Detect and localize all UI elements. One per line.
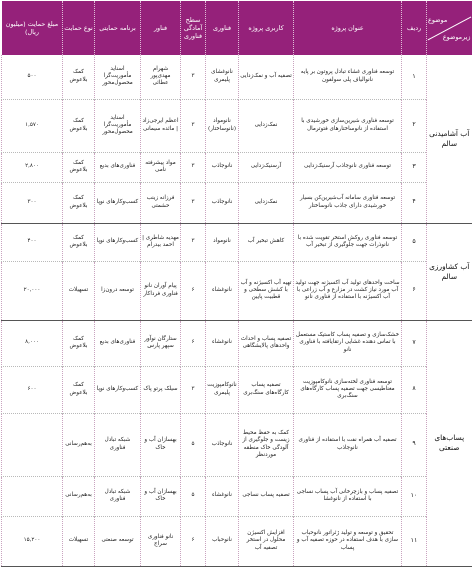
table-row (2, 55, 472, 99)
project-amount: ۲۰,۰۰۰ (2, 261, 63, 320)
header-technology: فناوری (206, 1, 239, 55)
project-technology: نانوجاذب (206, 182, 239, 223)
row-number: ۹ (402, 413, 427, 476)
header-application: کاربری پروژه (239, 1, 294, 55)
project-program: اسناید مأموریت‌گرا محصول‌محور (95, 99, 141, 152)
project-trl: ۶ (181, 320, 206, 366)
project-program: کسب‌وکارهای نوپا (95, 182, 141, 223)
project-amount: ۸,۰۰۰ (2, 320, 63, 366)
header-technologist: فناور (141, 1, 181, 55)
project-technologist: مهدیه شاطری | احمد بیدرام (141, 223, 181, 261)
project-support-type: کمک بلاعوض (63, 55, 95, 99)
header-amount: مبلغ حمایت (میلیون ریال) (2, 1, 63, 55)
project-application: آرسنیک‌زدایی (239, 152, 294, 182)
project-amount (2, 476, 63, 516)
project-technology: نانوغشاء (206, 320, 239, 366)
row-number: ۱۰ (402, 476, 427, 516)
project-technology: نانومواد (نانوساختار) (206, 99, 239, 152)
table-row (2, 261, 472, 320)
project-amount: ۴۰۰ (2, 223, 63, 261)
project-title: توسعه فناوری نانوجاذب آرسنیک‌زدایی (294, 152, 402, 182)
project-technologist: پیام آوران نانو فناوری فرداکار (141, 261, 181, 320)
row-number: ۷ (402, 320, 427, 366)
table-row (2, 152, 472, 182)
row-number: ۸ (402, 366, 427, 413)
header-support-type: نوع حمایت (63, 1, 95, 55)
project-amount: ۳۰۰ (2, 182, 63, 223)
row-number: ۲ (402, 99, 427, 152)
project-title: توسعه فناوری سامانه آب‌شیرین‌کن بسیار خورشیدی دارای جاذب نانوساختار (294, 182, 402, 223)
project-title: توسعه فناوری غشاء تبادل پروتون بر پایه نانوالیاف پلی سولفون (294, 55, 402, 99)
project-support-type: کمک بلاعوض (63, 320, 95, 366)
project-amount (2, 413, 63, 476)
project-technology: نانوجاذب (206, 413, 239, 476)
project-program: فناوری‌های بدیع (95, 152, 141, 182)
project-technology: نانوغشاء (206, 476, 239, 516)
project-application: تصفیه آب و نمک‌زدایی (239, 55, 294, 99)
project-technology: نانومواد (206, 223, 239, 261)
project-technology: نانوحباب (206, 516, 239, 566)
header-topic: موضوع زیرموضوع (427, 1, 472, 55)
project-support-type: تسهیلات (63, 261, 95, 320)
project-amount: ۲,۸۰۰ (2, 152, 63, 182)
project-amount: ۵۰۰ (2, 55, 63, 99)
table-row (2, 366, 472, 413)
row-number: ۴ (402, 182, 427, 223)
project-trl: ۳ (181, 366, 206, 413)
project-trl: ۳ (181, 223, 206, 261)
project-technologist: بهسازان آب و خاک (141, 476, 181, 516)
project-technology: نانوغشاء (206, 261, 239, 320)
project-trl: ۳ (181, 152, 206, 182)
table-row (2, 99, 472, 152)
project-trl: ۶ (181, 516, 206, 566)
project-program: شبکه تبادل فناوری (95, 413, 141, 476)
project-support-type: کمک بلاعوض (63, 182, 95, 223)
project-technologist: نانو فناوری سراج (141, 516, 181, 566)
project-title: توسعه فناوری لخته‌سازی نانوکامپوزیت مغناطیسی جهت تصفیه پساب کارگاه‌های سنگ‌بری (294, 366, 402, 413)
project-table-container (1, 1, 471, 564)
project-amount: ۱۵,۲۰۰ (2, 516, 63, 566)
project-technologist: مواد پیشرفته نامی (141, 152, 181, 182)
project-support-type: کمک بلاعوض (63, 366, 95, 413)
table-row (2, 413, 472, 476)
project-program: اسناید مأموریت‌گرا محصول‌محور (95, 55, 141, 99)
nano-water-projects-table (1, 1, 472, 567)
project-support-type: تسهیلات (63, 516, 95, 566)
header-support-program: برنامه حمایتی (95, 1, 141, 55)
project-technology: نانوکامپوزیت پلیمری (206, 366, 239, 413)
group-drinking-water: آب آشامیدنی سالم (427, 55, 472, 223)
project-trl: ۶ (181, 261, 206, 320)
table-row (2, 320, 472, 366)
project-trl: ۵ (181, 476, 206, 516)
project-support-type: به‌هم‌رسانی (63, 476, 95, 516)
project-program: فناوری‌های بدیع (95, 320, 141, 366)
project-program: توسعه صنعتی (95, 516, 141, 566)
project-support-type: کمک بلاعوض (63, 223, 95, 261)
project-technologist: اعظم ایرجی‌زاد | مائده سیمانی (141, 99, 181, 152)
project-application: نمک‌زدایی (239, 182, 294, 223)
project-application: نمک‌زدایی (239, 99, 294, 152)
header-project-title: عنوان پروژه (294, 1, 402, 55)
project-technologist: فرزانه زینب حشمتی (141, 182, 181, 223)
row-number: ۵ (402, 223, 427, 261)
project-support-type: کمک بلاعوض (63, 152, 95, 182)
group-agricultural-water: آب کشاورزی سالم (427, 223, 472, 320)
project-application: تهیه آب اکسیژنه و آب با کشش سطحی و قطبیت پایین (239, 261, 294, 320)
project-program: کسب‌وکارهای نوپا (95, 366, 141, 413)
row-number: ۶ (402, 261, 427, 320)
project-title: تحقیق و توسعه و تولید ژئراتور نانوحباب سازی با هدف استفاده در حوزه تصفیه آب و پساب (294, 516, 402, 566)
project-application: تصفیه پساب کارگاه‌های سنگ‌بری (239, 366, 294, 413)
project-title: توسعه فناوری شیرین‌سازی خورشیدی با استفاده از نانوساختارهای فتوترمال (294, 99, 402, 152)
table-row (2, 476, 472, 516)
project-technologist: بهسازان آب و خاک (141, 413, 181, 476)
project-title: تصفیه آب همراه نفت با استفاده از فناوری نانوجاذب (294, 413, 402, 476)
project-trl: ۳ (181, 182, 206, 223)
header-row-number: ردیف (402, 1, 427, 55)
project-support-type: کمک بلاعوض (63, 99, 95, 152)
project-title: ساخت واحدهای تولید آب اکسیژنه جهت تولید آب مورد نیاز کشت در مزارع و آب زراعی با آب اکسیژنه با استفاده از فناوری نانو (294, 261, 402, 320)
project-trl: ۳ (181, 99, 206, 152)
row-number: ۱ (402, 55, 427, 99)
project-title: تصفیه پساب و بازچرخانی آب پساب نساجی با استفاده از نانوغشا (294, 476, 402, 516)
project-technology: نانوجاذب (206, 152, 239, 182)
project-application: تصفیه پساب نساجی (239, 476, 294, 516)
project-amount: ۱,۵۷۰ (2, 99, 63, 152)
project-application: کمک به حفظ محیط زیست و جلوگیری از آلودگی خاک منطقه موردنظر (239, 413, 294, 476)
project-application: تصفیه پساب و احداث واحدهای پالایشگاهی (239, 320, 294, 366)
header-row (2, 1, 472, 55)
group-industrial-wastewater: پساب‌های صنعتی (427, 320, 472, 566)
project-support-type: به‌هم‌رسانی (63, 413, 95, 476)
project-trl: ۳ (181, 55, 206, 99)
project-trl: ۵ (181, 413, 206, 476)
project-application: کاهش تبخیر آب (239, 223, 294, 261)
project-amount: ۶۰۰ (2, 366, 63, 413)
project-technologist: ستارگان نوآور سپهر پارس (141, 320, 181, 366)
table-row (2, 182, 472, 223)
project-technologist: شهرام مهدی‌پور عطائی (141, 55, 181, 99)
project-application: افزایش اکسیژن محلول در استخر تصفیه آب (239, 516, 294, 566)
table-row (2, 223, 472, 261)
project-technology: نانوغشای پلیمری (206, 55, 239, 99)
project-title: توسعه فناوری روکش استخر تقویت شده با نانوذرات جهت جلوگیری از تبخیر آب (294, 223, 402, 261)
table-row (2, 516, 472, 566)
project-program: کسب‌وکارهای نوپا (95, 223, 141, 261)
project-title: خشک‌سازی و تصفیه پساب کاستیک مستعمل با تماس دهنده غشایی ارتقایافته با فناوری نانو (294, 320, 402, 366)
row-number: ۱۱ (402, 516, 427, 566)
project-program: توسعه درون‌زا (95, 261, 141, 320)
project-technologist: سیلک پرتو پاک (141, 366, 181, 413)
project-program: شبکه تبادل فناوری (95, 476, 141, 516)
header-trl: سطح آمادگی فناوری (181, 1, 206, 55)
row-number: ۳ (402, 152, 427, 182)
